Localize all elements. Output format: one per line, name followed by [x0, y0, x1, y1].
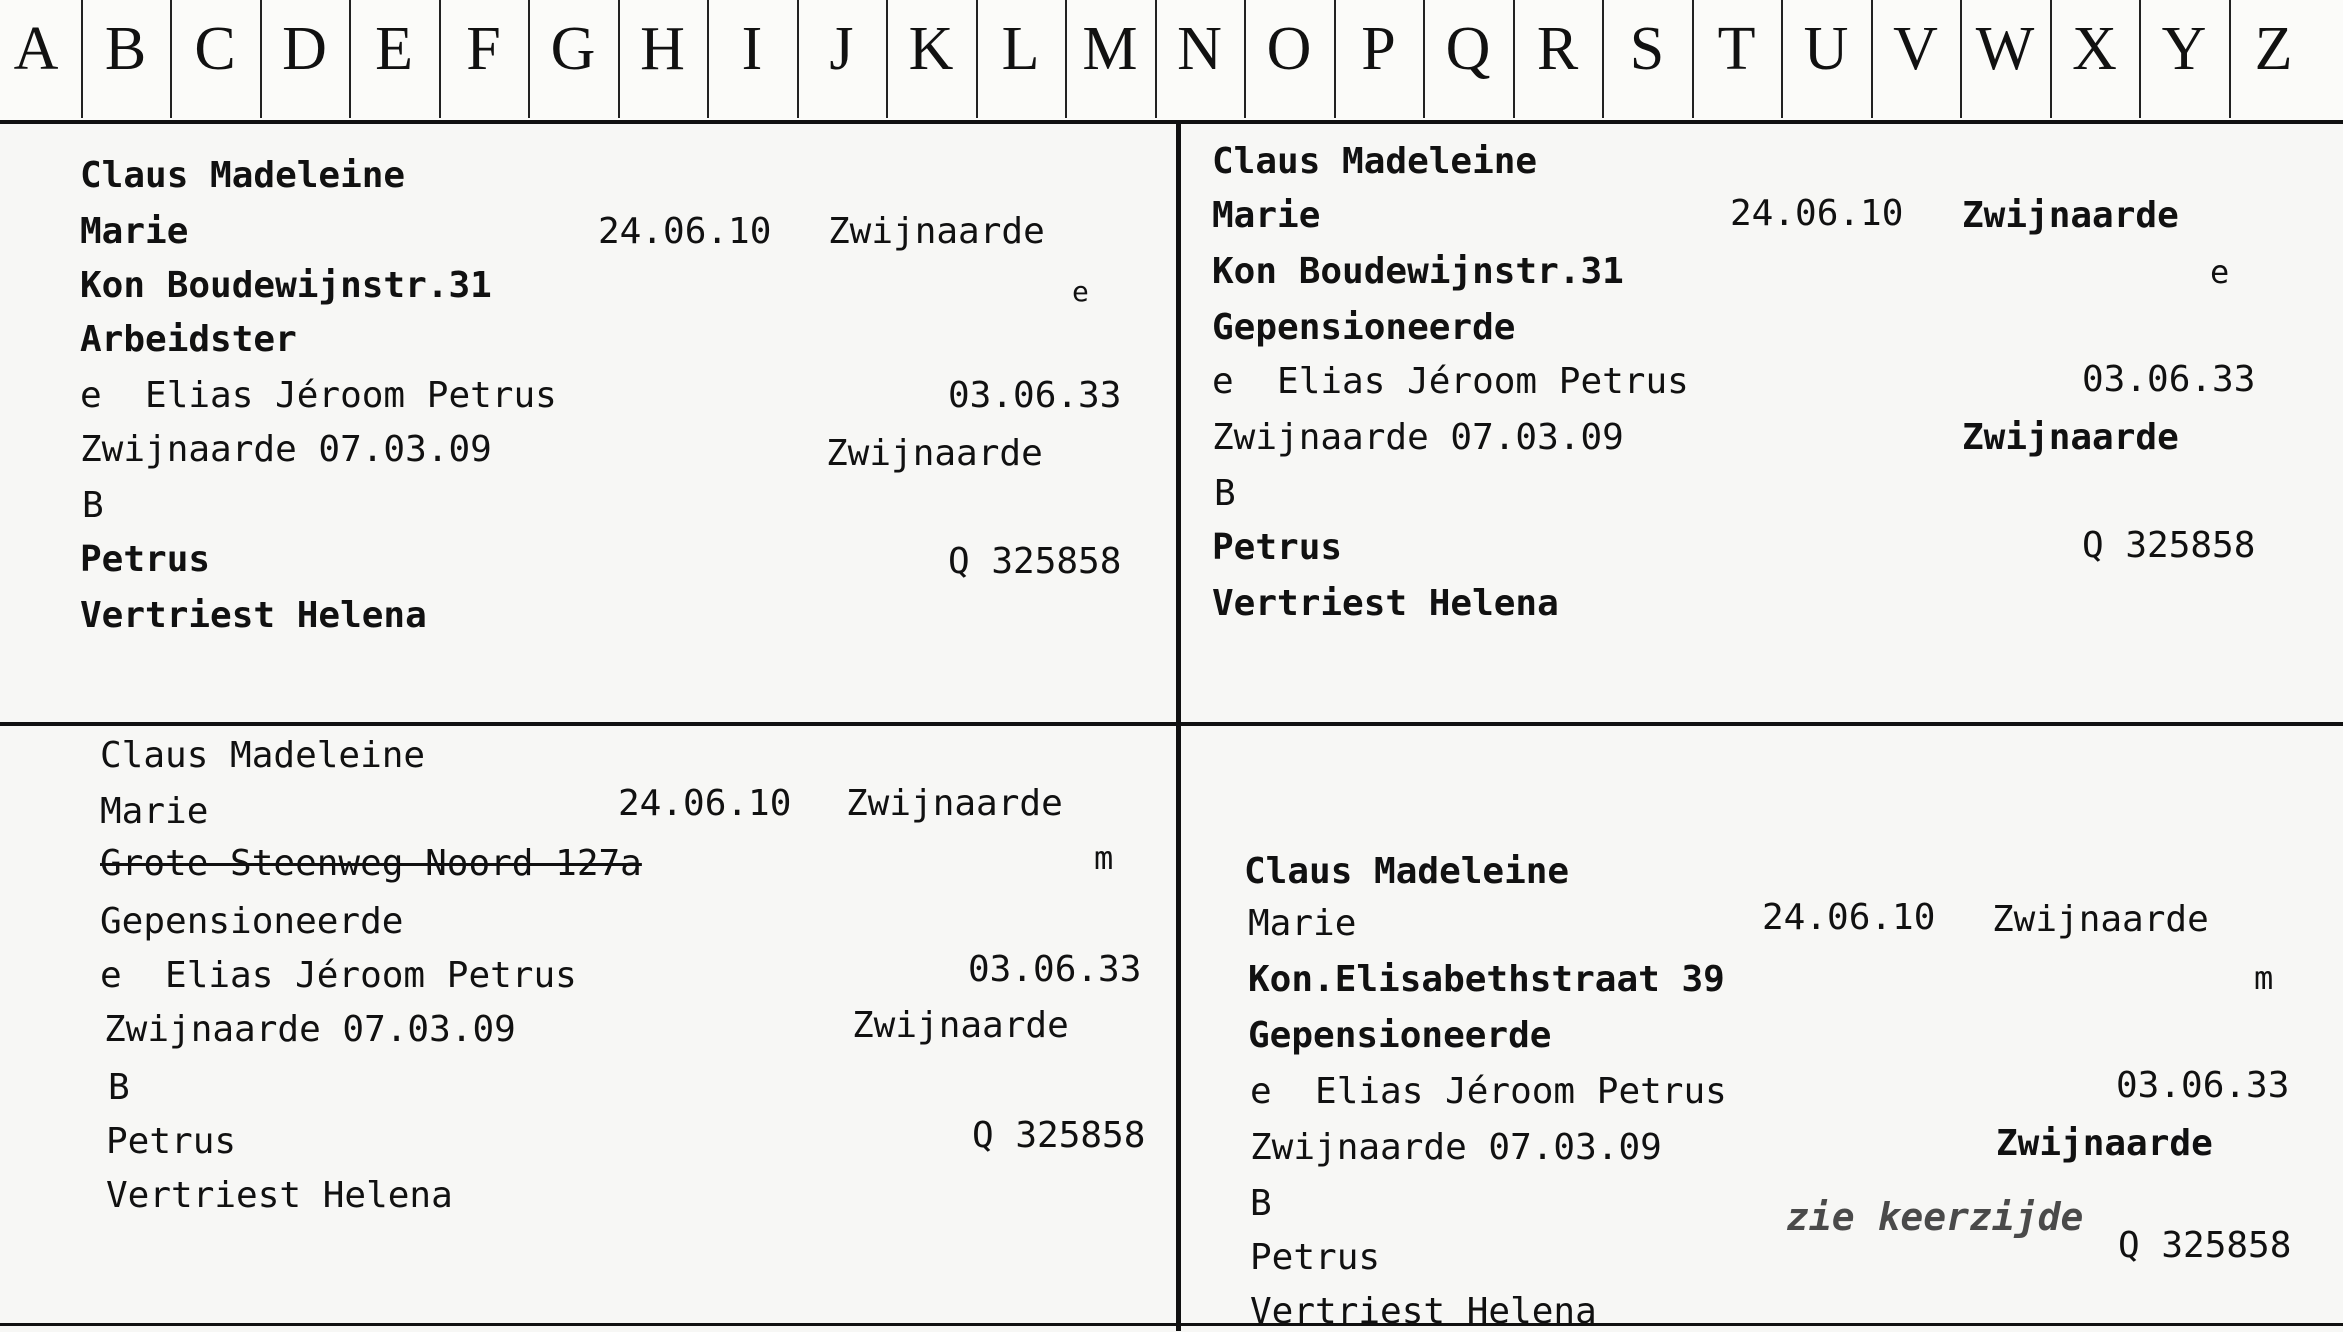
- card-number: Q 325858: [2082, 525, 2256, 566]
- alphabet-separator: [1602, 0, 1604, 118]
- card-first-name: Marie: [1212, 195, 1321, 236]
- card-letter: B: [1214, 473, 1236, 514]
- card-spouse-birth: Zwijnaarde 07.03.09: [80, 429, 492, 470]
- card-spouse-birth: Zwijnaarde 07.03.09: [104, 1009, 516, 1050]
- card-birth-date: 24.06.10: [618, 783, 792, 824]
- alphabet-letter-t: T: [1717, 15, 1756, 83]
- alphabet-letter-x: X: [2072, 15, 2117, 83]
- alphabet-letter-e: E: [375, 15, 413, 83]
- card-number: Q 325858: [948, 541, 1122, 582]
- alphabet-letter-h: H: [640, 15, 685, 83]
- card-letter: B: [1250, 1183, 1272, 1224]
- card-spouse: e Elias Jéroom Petrus: [1212, 361, 1689, 402]
- card-first-name: Marie: [1248, 903, 1357, 944]
- card-spouse-residence: Zwijnaarde: [852, 1005, 1069, 1046]
- alphabet-letter-d: D: [282, 15, 327, 83]
- card-occupation: Gepensioneerde: [1248, 1015, 1552, 1056]
- alphabet-letter-q: Q: [1445, 15, 1491, 83]
- card-mother: Vertriest Helena: [80, 595, 427, 636]
- card-birth-date: 24.06.10: [1730, 193, 1904, 234]
- card-number: Q 325858: [2118, 1225, 2292, 1266]
- card-spouse: e Elias Jéroom Petrus: [1250, 1071, 1727, 1112]
- card-letter: B: [82, 485, 104, 526]
- alphabet-separator: [1871, 0, 1873, 118]
- alphabet-separator: [439, 0, 441, 118]
- alphabet-separator: [1513, 0, 1515, 118]
- card-mother: Vertriest Helena: [1212, 583, 1559, 624]
- alphabet-separator: [886, 0, 888, 118]
- card-father: Petrus: [106, 1121, 237, 1162]
- alphabet-letter-v: V: [1893, 15, 1938, 83]
- card-first-name: Marie: [80, 211, 189, 252]
- card-number: Q 325858: [972, 1115, 1146, 1156]
- alphabet-letter-f: F: [466, 15, 501, 83]
- alphabet-separator: [707, 0, 709, 118]
- card-mother: Vertriest Helena: [106, 1175, 453, 1216]
- card-spouse-residence: Zwijnaarde: [1996, 1123, 2213, 1164]
- card-marriage-date: 03.06.33: [2082, 359, 2256, 400]
- alphabet-letter-j: J: [829, 15, 854, 83]
- alphabet-separator: [349, 0, 351, 118]
- alphabet-letter-i: I: [741, 15, 763, 83]
- card-spouse-residence: Zwijnaarde: [826, 433, 1043, 474]
- card-address-struck: Grote Steenweg Noord 127a: [100, 843, 642, 884]
- card-gender: m: [1094, 839, 1114, 877]
- alphabet-separator: [2229, 0, 2231, 118]
- card-gender: e: [1072, 275, 1089, 308]
- card-spouse-residence: Zwijnaarde: [1962, 417, 2179, 458]
- alphabet-letter-u: U: [1803, 15, 1849, 83]
- card-occupation: Gepensioneerde: [1212, 307, 1516, 348]
- card-father: Petrus: [1212, 527, 1343, 568]
- alphabet-separator: [260, 0, 262, 118]
- card-letter: B: [108, 1067, 130, 1108]
- card-marriage-date: 03.06.33: [2116, 1065, 2290, 1106]
- card-occupation: Arbeidster: [80, 319, 297, 360]
- card-name: Claus Madeleine: [1244, 851, 1570, 892]
- alphabet-separator: [1155, 0, 1157, 118]
- card-name: Claus Madeleine: [100, 735, 426, 776]
- card-occupation: Gepensioneerde: [100, 901, 404, 942]
- alphabet-letter-m: M: [1082, 15, 1138, 83]
- alphabet-separator: [528, 0, 530, 118]
- card-address: Kon Boudewijnstr.31: [1212, 251, 1624, 292]
- card-birth-place: Zwijnaarde: [828, 211, 1045, 252]
- card-name: Claus Madeleine: [80, 155, 406, 196]
- card-spouse: e Elias Jéroom Petrus: [80, 375, 557, 416]
- alphabet-letter-b: B: [104, 15, 147, 83]
- card-spouse: e Elias Jéroom Petrus: [100, 955, 577, 996]
- alphabet-letter-g: G: [550, 15, 596, 83]
- alphabet-separator: [170, 0, 172, 118]
- alphabet-separator: [2050, 0, 2052, 118]
- alphabet-letter-w: W: [1975, 15, 2035, 83]
- alphabet-letter-z: Z: [2254, 15, 2293, 83]
- alphabet-separator: [797, 0, 799, 118]
- card-gender: m: [2254, 959, 2274, 997]
- alphabet-separator: [976, 0, 978, 118]
- alphabet-letter-o: O: [1266, 15, 1312, 83]
- card-address: Kon.Elisabethstraat 39: [1248, 959, 1725, 1000]
- alphabet-separator: [1960, 0, 1962, 118]
- keerzijde-stamp: zie keerzijde: [1786, 1195, 2084, 1239]
- card-birth-place: Zwijnaarde: [1962, 195, 2179, 236]
- card-name: Claus Madeleine: [1212, 141, 1538, 182]
- alphabet-letter-l: L: [1001, 15, 1040, 83]
- alphabet-letter-y: Y: [2161, 15, 2207, 83]
- card-birth-date: 24.06.10: [598, 211, 772, 252]
- alphabet-letter-p: P: [1361, 15, 1396, 83]
- card-father: Petrus: [1250, 1237, 1381, 1278]
- alphabet-separator: [1423, 0, 1425, 118]
- alphabet-separator: [1065, 0, 1067, 118]
- card-spouse-birth: Zwijnaarde 07.03.09: [1212, 417, 1624, 458]
- card-marriage-date: 03.06.33: [948, 375, 1122, 416]
- alphabet-separator: [1692, 0, 1694, 118]
- card-marriage-date: 03.06.33: [968, 949, 1142, 990]
- alphabet-separator: [1334, 0, 1336, 118]
- card-birth-date: 24.06.10: [1762, 897, 1936, 938]
- alphabet-letter-n: N: [1177, 15, 1222, 83]
- card-birth-place: Zwijnaarde: [1992, 899, 2209, 940]
- bottom-divider: [0, 1323, 2343, 1326]
- alphabet-separator: [2139, 0, 2141, 118]
- horizontal-divider: [0, 722, 2343, 726]
- card-gender: e: [2210, 253, 2230, 291]
- card-birth-place: Zwijnaarde: [846, 783, 1063, 824]
- alphabet-letter-c: C: [194, 15, 236, 83]
- alphabet-letter-a: A: [13, 15, 59, 83]
- card-father: Petrus: [80, 539, 211, 580]
- alphabet-separator: [618, 0, 620, 118]
- alphabet-separator: [1781, 0, 1783, 118]
- alphabet-letter-s: S: [1629, 15, 1665, 83]
- alphabet-letter-r: R: [1536, 15, 1579, 83]
- card-mother: Vertriest Helena: [1250, 1291, 1597, 1332]
- alphabet-separator: [81, 0, 83, 118]
- card-spouse-birth: Zwijnaarde 07.03.09: [1250, 1127, 1662, 1168]
- alphabet-separator: [1244, 0, 1246, 118]
- alphabet-letter-k: K: [908, 15, 954, 83]
- card-first-name: Marie: [100, 791, 209, 832]
- alphabet-index-strip: [0, 0, 2343, 124]
- card-address: Kon Boudewijnstr.31: [80, 265, 492, 306]
